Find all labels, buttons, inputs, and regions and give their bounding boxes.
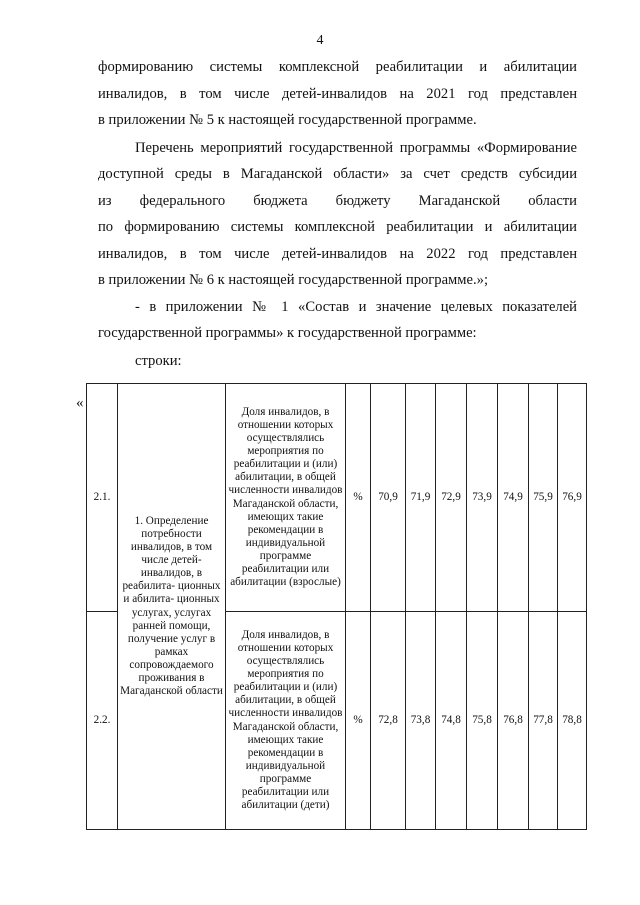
value-cell: 74,8	[436, 612, 467, 830]
paragraph-2-line-4: по формированию системы комплексной реабилитации и абилитации	[98, 219, 577, 235]
paragraph-2-line-2: доступной среды в Магаданской области» за счет средств субсидии	[98, 166, 577, 182]
row-number: 2.2.	[87, 612, 118, 830]
paragraph-2-line-6: в приложении № 6 к настоящей государственной программе.»;	[98, 272, 488, 288]
indicator-name: Доля инвалидов, в отношении которых осуществлялись мероприятия по реабилитации и (или) абилитации, в общей численности инвалидов Магаданской области, имеющих такие рекомендации в индивидуальной программе реабилитации или абилитации (дети)	[226, 612, 346, 830]
value-cell: 70,9	[371, 384, 406, 612]
opening-quote-mark: «	[76, 395, 84, 411]
value-cell: 75,8	[467, 612, 498, 830]
value-cell: 76,9	[558, 384, 587, 612]
paragraph-3-line-1: - в приложении № 1 «Состав и значение целевых показателей	[135, 299, 577, 315]
value-cell: 72,8	[371, 612, 406, 830]
paragraph-2-line-5: инвалидов, в том числе детей-инвалидов на 2022 год представлен	[98, 246, 577, 262]
paragraph-1-line-3: в приложении № 5 к настоящей государственной программе.	[98, 112, 477, 128]
value-cell: 73,9	[467, 384, 498, 612]
paragraph-3-line-2: государственной программы» к государственной программе:	[98, 325, 477, 341]
indicators-table	[86, 383, 587, 830]
value-cell: 76,8	[498, 612, 529, 830]
value-cell: 73,8	[406, 612, 436, 830]
value-cell: 78,8	[558, 612, 587, 830]
unit-cell: %	[346, 384, 371, 612]
value-cell: 71,9	[406, 384, 436, 612]
indicator-name: Доля инвалидов, в отношении которых осуществлялись мероприятия по реабилитации и (или) абилитации, в общей численности инвалидов Магаданской области, имеющих такие рекомендации в индивидуальной программе реабилитации или абилитации (взрослые)	[226, 384, 346, 612]
value-cell: 77,8	[529, 612, 558, 830]
paragraph-1-line-1: формированию системы комплексной реабилитации и абилитации	[98, 59, 577, 75]
paragraph-2-line-3: из федерального бюджета бюджету Магаданской области	[98, 193, 577, 209]
row-number: 2.1.	[87, 384, 118, 612]
value-cell: 72,9	[436, 384, 467, 612]
table-row	[87, 384, 587, 612]
page-number: 4	[316, 33, 324, 48]
paragraph-2-line-1: Перечень мероприятий государственной программы «Формирование	[135, 140, 577, 156]
value-cell: 75,9	[529, 384, 558, 612]
group-label-cell: 1. Определение потребности инвалидов, в том числе детей-инвалидов, в реабилита- ционных и абилита- ционных услугах, услугах ранней помощи, получение услуг в рамках сопровождаемого проживания в Магаданской области	[118, 384, 226, 830]
paragraph-1-line-2: инвалидов, в том числе детей-инвалидов на 2021 год представлен	[98, 86, 577, 102]
value-cell: 74,9	[498, 384, 529, 612]
rows-label: строки:	[135, 353, 182, 369]
unit-cell: %	[346, 612, 371, 830]
